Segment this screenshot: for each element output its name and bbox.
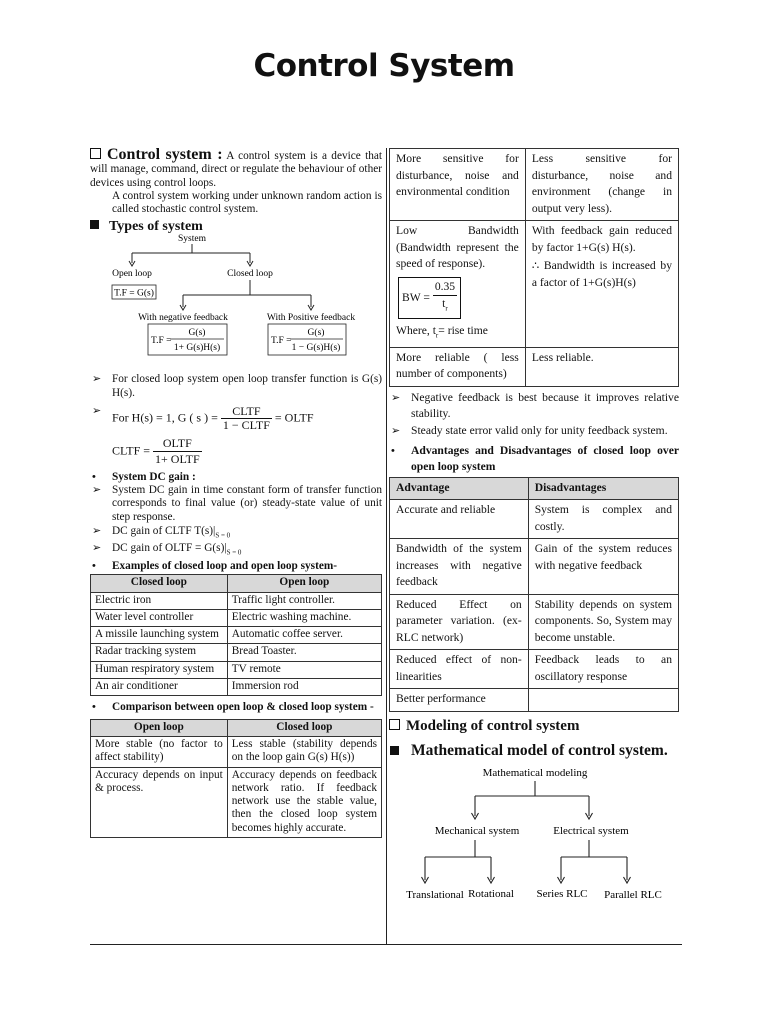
table-row: [390, 221, 679, 348]
table-cell: Immersion rod: [227, 679, 381, 696]
neg-tf-numerator: G(s): [188, 328, 206, 339]
translational-label: Translational: [406, 888, 464, 901]
table-row: [91, 679, 382, 696]
math-model-heading: Mathematical model of control system.: [411, 741, 668, 759]
arrow-bullet-icon: ➢: [92, 542, 102, 555]
open-closed-properties-table: [389, 148, 679, 387]
table-cell: Radar tracking system: [91, 644, 228, 661]
table-cell: System is complex and costly.: [528, 500, 678, 539]
table-cell: More sensitive for disturbance, noise and environmental condition: [390, 149, 526, 221]
table-header-row: [91, 719, 382, 736]
table-cell: Less stable (stability depends on the loop gain G(s) H(s)): [227, 736, 381, 767]
table-cell: Accurate and reliable: [390, 500, 529, 539]
cltf-equation: CLTF = $\frac{\text{OLTF}}{\text{1+ OLTF}}$: [112, 435, 200, 466]
filled-square-bullet-icon: [390, 746, 399, 755]
mathematical-modeling-diagram: [389, 762, 679, 904]
positive-feedback-label: With Positive feedback: [266, 313, 356, 324]
table-header-cell: Open loop: [227, 575, 381, 592]
table-cell: Bandwidth of the system increases with negative feedback: [390, 539, 529, 595]
control-system-text: A control system is a device that will manage, command, direct or regulate the behaviour of other devices using control loops.: [90, 150, 383, 189]
table-cell: Electric washing machine.: [227, 609, 381, 626]
hollow-square-bullet-icon: [389, 719, 400, 730]
table-cell: Automatic coffee server.: [227, 627, 381, 644]
table-row: [390, 149, 679, 221]
types-of-system-diagram: [90, 231, 382, 371]
table-row: [91, 644, 382, 661]
table-cell: Water level controller: [91, 609, 228, 626]
diagram-root-label: System: [178, 234, 206, 245]
table-cell: Electric iron: [91, 592, 228, 609]
arrow-bullet-icon: ➢: [92, 483, 102, 496]
cltf-fraction: $\frac{\text{CLTF}}{\text{1 − CLTF}}$: [222, 404, 270, 433]
control-system-definition: [90, 148, 382, 190]
pos-tf-prefix: T.F =: [271, 336, 292, 347]
table-cell: Stability depends on system components. So, System may become unstable.: [528, 594, 678, 650]
dc-gain-cltf: ➢ DC gain of CLTF $T(s)|_{S = 0}$: [92, 524, 231, 540]
table-row: [91, 736, 382, 767]
open-loop-label: Open loop: [112, 269, 152, 280]
comparison-heading: • Comparison between open loop & closed loop system -: [92, 701, 374, 714]
types-heading: Types of system: [109, 219, 203, 235]
table-cell: Feedback leads to an oscillatory response: [528, 650, 678, 689]
pos-tf-denominator: 1 − G(s)H(s): [291, 343, 341, 354]
dot-bullet-icon: •: [92, 470, 96, 483]
table-header-row: [390, 477, 679, 500]
dc-gain-heading: • System DC gain :: [92, 470, 196, 483]
table-cell: Traffic light controller.: [227, 592, 381, 609]
table-cell: More reliable ( less number of components): [390, 347, 526, 386]
arrow-bullet-icon: ➢: [391, 424, 401, 437]
series-rlc-label: Series RLC: [536, 887, 588, 900]
arrow-bullet-icon: ➢: [92, 373, 102, 386]
table-header-row: [91, 575, 382, 592]
table-header-cell: Disadvantages: [528, 477, 678, 500]
table-cell: Reduced Effect on parameter variation. (ex- RLC network): [390, 594, 529, 650]
right-column: [389, 148, 679, 904]
table-row: [390, 650, 679, 689]
table-cell: Accuracy depends on input & process.: [91, 767, 228, 837]
bottom-rule: [90, 944, 682, 945]
bandwidth-formula: [398, 277, 519, 319]
advantages-heading: • Advantages and Disadvantages of closed loop over open loop system: [391, 443, 679, 473]
arrow-bullet-icon: ➢: [92, 405, 102, 418]
mechanical-system-label: Mechanical system: [434, 824, 520, 837]
table-row: [91, 592, 382, 609]
table-cell: Human respiratory system: [91, 661, 228, 678]
electrical-system-label: Electrical system: [553, 824, 629, 837]
table-cell: TV remote: [227, 661, 381, 678]
table-cell: Gain of the system reduces with negative feedback: [528, 539, 678, 595]
table-row: [91, 661, 382, 678]
open-loop-tf: T.F = G(s): [114, 288, 154, 299]
pos-tf-numerator: G(s): [307, 328, 325, 339]
table-cell: A missile launching system: [91, 627, 228, 644]
bullet-h-equals-one: ➢ For H(s) = 1, G ( s ) = $\frac{\text{CLTF}}{\text{1 − CLTF}}$ = OLTF: [92, 404, 314, 433]
table-cell: [528, 689, 678, 712]
table-cell: An air conditioner: [91, 679, 228, 696]
bullet-open-loop-tf: ➢ For closed loop system open loop transfer function is G(s) H(s).: [92, 373, 382, 399]
rotational-label: Rotational: [468, 887, 514, 900]
dc-gain-oltf: ➢ DC gain of OLTF = $G(s)|_{S = 0}$: [92, 542, 242, 557]
table-cell: Accuracy depends on feedback network ratio. If feedback network use the stable value, then the closed loop system becomes highly accurate.: [227, 767, 381, 837]
filled-square-bullet-icon: [90, 220, 99, 229]
low-bandwidth-text: Low Bandwidth (Bandwidth represent the speed of response).: [396, 224, 519, 270]
table-header-cell: Closed loop: [227, 719, 381, 736]
oltf-fraction: $\frac{\text{OLTF}}{\text{1+ OLTF}}$: [155, 435, 200, 466]
table-header-cell: Closed loop: [91, 575, 228, 592]
page-title: Control System: [253, 48, 515, 84]
modeling-heading-row: [389, 718, 679, 735]
hollow-square-bullet-icon: [90, 148, 101, 159]
bullet-negative-feedback: ➢ Negative feedback is best because it improves relative stability.: [391, 390, 679, 420]
examples-table: [90, 574, 382, 696]
math-model-heading-row: [389, 739, 679, 762]
table-cell: Less sensitive for disturbance, noise and environment (change in output very less).: [525, 149, 678, 221]
table-row: [91, 609, 382, 626]
negative-feedback-label: With negative feedback: [138, 313, 228, 324]
parallel-rlc-label: Parallel RLC: [604, 888, 662, 901]
dot-bullet-icon: •: [92, 701, 96, 714]
modeling-heading: Modeling of control system: [406, 717, 580, 734]
table-row: [390, 689, 679, 712]
bullet-steady-state: ➢ Steady state error valid only for unity feedback system.: [391, 423, 668, 437]
advantages-table: [389, 477, 679, 712]
table-row: [390, 500, 679, 539]
column-divider: [386, 148, 387, 945]
neg-tf-prefix: T.F =: [151, 336, 172, 347]
math-root-label: Mathematical modeling: [482, 766, 588, 779]
table-row: [91, 767, 382, 837]
rise-time-note: Where, $t_r=$ rise time: [396, 323, 488, 340]
arrow-bullet-icon: ➢: [92, 524, 102, 537]
table-header-cell: Open loop: [91, 719, 228, 736]
table-cell: Reduced effect of non-linearities: [390, 650, 529, 689]
closed-loop-label: Closed loop: [227, 269, 273, 280]
arrow-bullet-icon: ➢: [391, 391, 401, 404]
examples-heading: • Examples of closed loop and open loop system-: [92, 559, 338, 572]
comparison-table: [90, 719, 382, 838]
neg-tf-denominator: 1+ G(s)H(s): [173, 343, 221, 354]
bandwidth-formula-box: BW = $\frac{0.35}{t_r}$: [398, 277, 461, 319]
table-cell: Bread Toaster.: [227, 644, 381, 661]
left-column: [90, 148, 382, 838]
table-cell: Better performance: [390, 689, 529, 712]
dc-gain-text: ➢ System DC gain in time constant form of transfer function corresponds to final value (or) steady-state value of unit step response.: [92, 483, 382, 523]
table-row: [390, 594, 679, 650]
table-cell: Less reliable.: [525, 347, 678, 386]
table-row: [390, 539, 679, 595]
table-cell: [390, 221, 526, 348]
dot-bullet-icon: •: [391, 444, 395, 457]
table-header-cell: Advantage: [390, 477, 529, 500]
control-system-heading: Control system :: [107, 146, 223, 163]
table-cell: More stable (no factor to affect stability): [91, 736, 228, 767]
dot-bullet-icon: •: [92, 559, 96, 572]
table-row: [390, 347, 679, 386]
table-cell: With feedback gain reduced by factor 1+G(s) H(s). ∴ Bandwidth is increased by a factor of 1+G(s)H(s): [525, 221, 678, 348]
stochastic-text: A control system working under unknown random action is called stochastic control system.: [112, 189, 382, 216]
table-row: [91, 627, 382, 644]
